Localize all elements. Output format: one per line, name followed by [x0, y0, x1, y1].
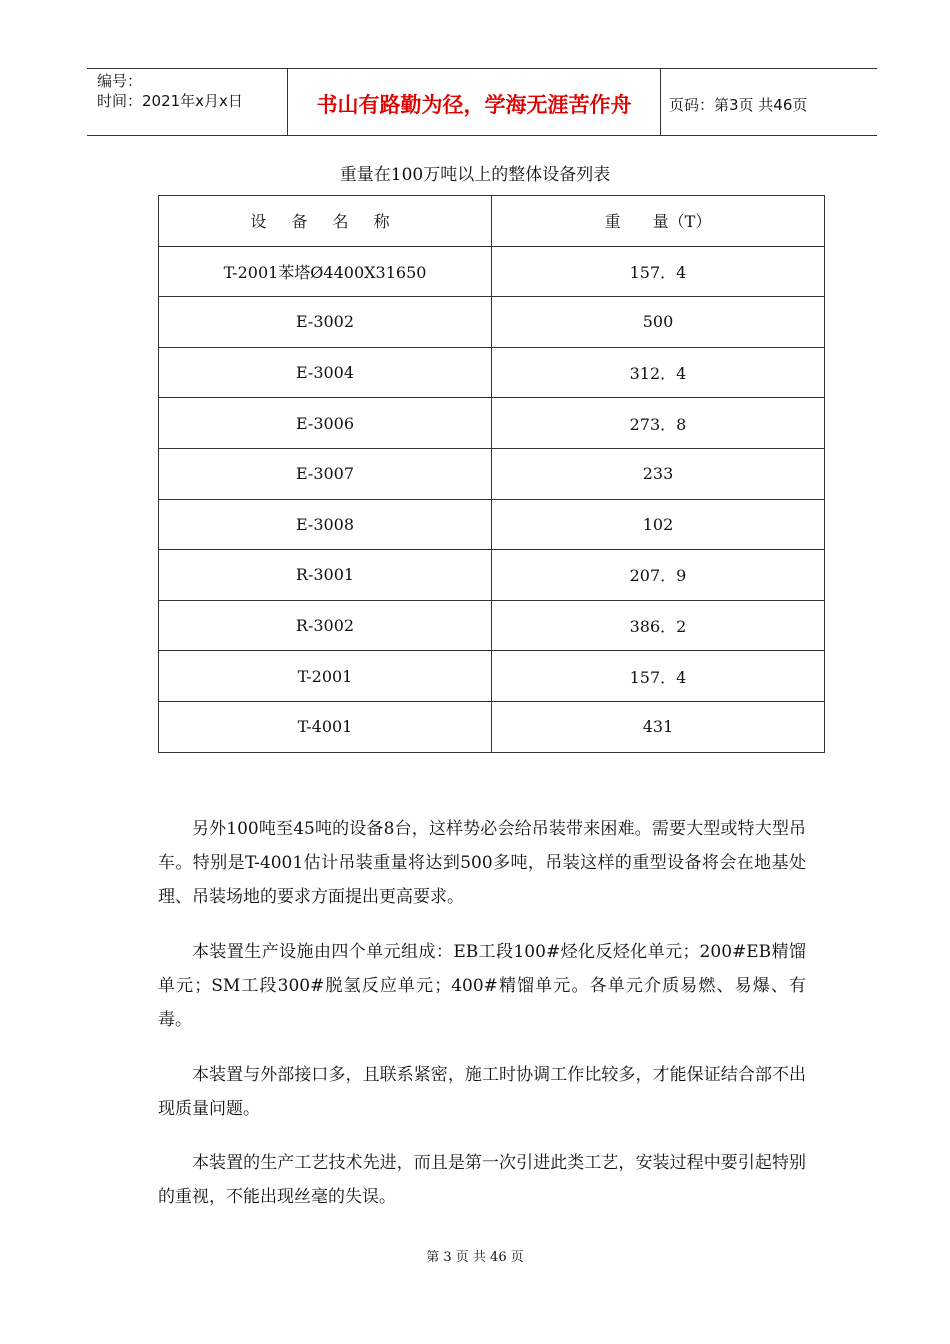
column-header-weight: 重 量（T） — [492, 196, 825, 247]
table-row — [159, 297, 825, 348]
weight-cell: 157．4 — [492, 651, 825, 702]
equipment-name-cell: T-2001 — [159, 651, 492, 702]
equipment-name-cell: E-3006 — [159, 398, 492, 449]
header-page-info: 页码：第3页 共46页 — [669, 95, 808, 114]
weight-cell: 500 — [492, 297, 825, 348]
equipment-table — [158, 195, 825, 753]
weight-cell: 386．2 — [492, 600, 825, 651]
weight-cell: 102 — [492, 499, 825, 550]
weight-cell: 207．9 — [492, 550, 825, 601]
equipment-name-cell: T-2001苯塔Ø4400X31650 — [159, 246, 492, 297]
table-row — [159, 499, 825, 550]
equipment-name-cell: R-3002 — [159, 600, 492, 651]
number-label: 编号： — [97, 72, 143, 90]
weight-cell: 312．4 — [492, 347, 825, 398]
equipment-name-cell: E-3002 — [159, 297, 492, 348]
table-row — [159, 550, 825, 601]
table-row — [159, 448, 825, 499]
table-header-row — [159, 196, 825, 247]
column-header-name: 设 备 名 称 — [159, 196, 492, 247]
body-paragraph: 本装置的生产工艺技术先进，而且是第一次引进此类工艺，安装过程中要引起特别的重视，不能出现丝毫的失误。 — [158, 1153, 806, 1207]
table-row — [159, 600, 825, 651]
equipment-name-cell: E-3004 — [159, 347, 492, 398]
table-row — [159, 701, 825, 752]
table-row — [159, 347, 825, 398]
table-row — [159, 246, 825, 297]
weight-cell: 431 — [492, 701, 825, 752]
equipment-name-cell: E-3008 — [159, 499, 492, 550]
weight-cell: 273．8 — [492, 398, 825, 449]
equipment-name-cell: R-3001 — [159, 550, 492, 601]
page-footer: 第 3 页 共 46 页 — [426, 1250, 524, 1265]
table-row — [159, 651, 825, 702]
body-paragraph: 另外100吨至45吨的设备8台，这样势必会给吊装带来困难。需要大型或特大型吊车。特别是T-4001估计吊装重量将达到500多吨，吊装这样的重型设备将会在地基处理、吊装场地的要求方面提出更高要求。 — [158, 819, 806, 907]
body-paragraph: 本装置生产设施由四个单元组成：EB工段100#烃化反烃化单元；200#EB精馏单元；SM工段300#脱氢反应单元；400#精馏单元。各单元介质易燃、易爆、有毒。 — [158, 942, 806, 1030]
header-meta — [87, 69, 287, 135]
equipment-name-cell: E-3007 — [159, 448, 492, 499]
table-row — [159, 398, 825, 449]
body-paragraph: 本装置与外部接口多，且联系紧密，施工时协调工作比较多，才能保证结合部不出现质量问题。 — [158, 1065, 806, 1119]
header-motto: 书山有路勤为径，学海无涯苦作舟 — [287, 69, 661, 135]
time-label: 时间：2021年x月x日 — [97, 92, 243, 110]
table-title: 重量在100万吨以上的整体设备列表 — [339, 165, 611, 185]
page-header — [87, 68, 877, 136]
weight-cell: 233 — [492, 448, 825, 499]
equipment-name-cell: T-4001 — [159, 701, 492, 752]
weight-cell: 157．4 — [492, 246, 825, 297]
